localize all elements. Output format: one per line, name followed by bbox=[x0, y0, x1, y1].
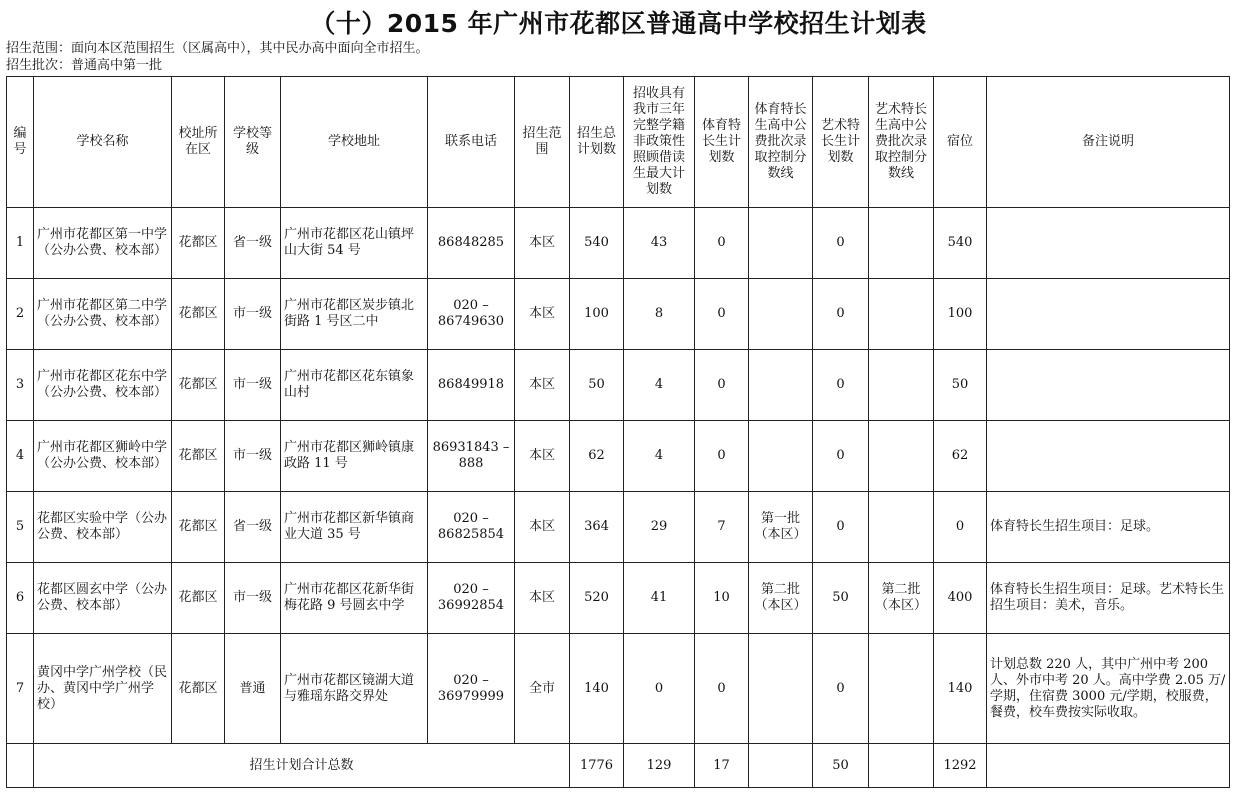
row-no: 7 bbox=[7, 634, 34, 744]
row-total-plan: 520 bbox=[570, 563, 624, 634]
row-school-name: 黄冈中学广州学校（民办、黄冈中学广州学校） bbox=[34, 634, 172, 744]
header-total-plan: 招生总计划数 bbox=[570, 77, 624, 208]
row-total-plan: 50 bbox=[570, 350, 624, 421]
row-scope: 全市 bbox=[515, 634, 570, 744]
row-address: 广州市花都区花新华街梅花路 9 号圆玄中学 bbox=[281, 563, 428, 634]
row-district: 花都区 bbox=[172, 634, 225, 744]
table-row bbox=[7, 563, 1230, 634]
header-school-name: 学校名称 bbox=[34, 77, 172, 208]
row-school-name: 花都区圆玄中学（公办公费、校本部） bbox=[34, 563, 172, 634]
row-school-name: 广州市花都区第一中学（公办公费、校本部） bbox=[34, 208, 172, 279]
row-address: 广州市花都区花山镇坪山大街 54 号 bbox=[281, 208, 428, 279]
row-total-plan: 140 bbox=[570, 634, 624, 744]
totals-sports-plan: 17 bbox=[695, 744, 749, 788]
row-total-plan: 540 bbox=[570, 208, 624, 279]
row-policy-plan: 4 bbox=[624, 421, 695, 492]
row-no: 3 bbox=[7, 350, 34, 421]
row-arts-plan: 0 bbox=[813, 421, 869, 492]
header-address: 学校地址 bbox=[281, 77, 428, 208]
row-dorm: 540 bbox=[934, 208, 987, 279]
row-sports-plan: 10 bbox=[695, 563, 749, 634]
row-no: 1 bbox=[7, 208, 34, 279]
row-phone: 020 – 86749630 bbox=[428, 279, 515, 350]
row-remarks bbox=[987, 208, 1230, 279]
row-address: 广州市花都区新华镇商业大道 35 号 bbox=[281, 492, 428, 563]
row-grade: 省一级 bbox=[225, 492, 281, 563]
row-school-name: 广州市花都区第二中学（公办公费、校本部） bbox=[34, 279, 172, 350]
row-remarks bbox=[987, 421, 1230, 492]
row-phone: 020 – 86825854 bbox=[428, 492, 515, 563]
row-total-plan: 364 bbox=[570, 492, 624, 563]
row-arts-score-line bbox=[869, 279, 934, 350]
row-policy-plan: 43 bbox=[624, 208, 695, 279]
header-phone: 联系电话 bbox=[428, 77, 515, 208]
header-district: 校址所在区 bbox=[172, 77, 225, 208]
row-scope: 本区 bbox=[515, 563, 570, 634]
row-arts-plan: 0 bbox=[813, 492, 869, 563]
row-scope: 本区 bbox=[515, 350, 570, 421]
table-header-row bbox=[7, 77, 1230, 208]
table-row bbox=[7, 492, 1230, 563]
row-policy-plan: 41 bbox=[624, 563, 695, 634]
row-district: 花都区 bbox=[172, 279, 225, 350]
row-arts-plan: 0 bbox=[813, 208, 869, 279]
row-school-name: 花都区实验中学（公办公费、校本部） bbox=[34, 492, 172, 563]
row-phone: 86848285 bbox=[428, 208, 515, 279]
row-sports-plan: 0 bbox=[695, 634, 749, 744]
row-sports-score-line: 第二批（本区） bbox=[749, 563, 813, 634]
row-sports-score-line bbox=[749, 634, 813, 744]
row-arts-score-line bbox=[869, 492, 934, 563]
header-grade: 学校等级 bbox=[225, 77, 281, 208]
row-total-plan: 100 bbox=[570, 279, 624, 350]
row-grade: 省一级 bbox=[225, 208, 281, 279]
row-sports-plan: 0 bbox=[695, 279, 749, 350]
row-no: 2 bbox=[7, 279, 34, 350]
row-policy-plan: 29 bbox=[624, 492, 695, 563]
row-sports-plan: 0 bbox=[695, 421, 749, 492]
row-address: 广州市花都区镜湖大道与雅瑶东路交界处 bbox=[281, 634, 428, 744]
totals-row bbox=[7, 744, 1230, 788]
row-scope: 本区 bbox=[515, 279, 570, 350]
table-row bbox=[7, 350, 1230, 421]
row-address: 广州市花都区狮岭镇康政路 11 号 bbox=[281, 421, 428, 492]
row-arts-plan: 50 bbox=[813, 563, 869, 634]
row-total-plan: 62 bbox=[570, 421, 624, 492]
totals-total-plan: 1776 bbox=[570, 744, 624, 788]
row-arts-score-line bbox=[869, 350, 934, 421]
totals-label: 招生计划合计总数 bbox=[34, 744, 570, 788]
header-scope: 招生范围 bbox=[515, 77, 570, 208]
header-no: 编号 bbox=[7, 77, 34, 208]
row-phone: 86931843 – 888 bbox=[428, 421, 515, 492]
row-no: 4 bbox=[7, 421, 34, 492]
totals-arts-plan: 50 bbox=[813, 744, 869, 788]
row-remarks bbox=[987, 350, 1230, 421]
header-arts-score-line: 艺术特长生高中公费批次录取控制分数线 bbox=[869, 77, 934, 208]
totals-blank-cell bbox=[7, 744, 34, 788]
totals-policy-plan: 129 bbox=[624, 744, 695, 788]
row-arts-score-line bbox=[869, 634, 934, 744]
row-sports-plan: 7 bbox=[695, 492, 749, 563]
header-dorm: 宿位 bbox=[934, 77, 987, 208]
row-remarks bbox=[987, 279, 1230, 350]
row-sports-score-line bbox=[749, 350, 813, 421]
page-title: （十）2015 年广州市花都区普通高中学校招生计划表 bbox=[310, 9, 927, 38]
row-district: 花都区 bbox=[172, 563, 225, 634]
row-arts-plan: 0 bbox=[813, 279, 869, 350]
header-policy-plan: 招收具有我市三年完整学籍非政策性照顾借读生最大计划数 bbox=[624, 77, 695, 208]
row-school-name: 广州市花都区狮岭中学（公办公费、校本部） bbox=[34, 421, 172, 492]
row-school-name: 广州市花都区花东中学（公办公费、校本部） bbox=[34, 350, 172, 421]
row-dorm: 140 bbox=[934, 634, 987, 744]
row-dorm: 0 bbox=[934, 492, 987, 563]
header-sports-plan: 体育特长生计划数 bbox=[695, 77, 749, 208]
row-policy-plan: 0 bbox=[624, 634, 695, 744]
row-address: 广州市花都区花东镇象山村 bbox=[281, 350, 428, 421]
row-policy-plan: 8 bbox=[624, 279, 695, 350]
row-dorm: 100 bbox=[934, 279, 987, 350]
row-phone: 86849918 bbox=[428, 350, 515, 421]
row-scope: 本区 bbox=[515, 421, 570, 492]
row-phone: 020 – 36979999 bbox=[428, 634, 515, 744]
enrollment-scope-note: 招生范围：面向本区范围招生（区属高中），其中民办高中面向全市招生。 bbox=[6, 41, 429, 56]
row-grade: 市一级 bbox=[225, 350, 281, 421]
row-phone: 020 – 36992854 bbox=[428, 563, 515, 634]
totals-remarks bbox=[987, 744, 1230, 788]
row-sports-plan: 0 bbox=[695, 350, 749, 421]
row-no: 6 bbox=[7, 563, 34, 634]
row-sports-score-line bbox=[749, 421, 813, 492]
row-district: 花都区 bbox=[172, 208, 225, 279]
row-sports-plan: 0 bbox=[695, 208, 749, 279]
row-address: 广州市花都区炭步镇北街路 1 号区二中 bbox=[281, 279, 428, 350]
table-row bbox=[7, 208, 1230, 279]
row-arts-score-line bbox=[869, 421, 934, 492]
table-row bbox=[7, 279, 1230, 350]
row-dorm: 62 bbox=[934, 421, 987, 492]
row-arts-score-line bbox=[869, 208, 934, 279]
row-remarks: 计划总数 220 人，其中广州中考 200 人、外市中考 20 人。高中学费 2.05 万/学期，住宿费 3000 元/学期，校服费，餐费，校车费按实际收取。 bbox=[987, 634, 1230, 744]
row-scope: 本区 bbox=[515, 208, 570, 279]
row-arts-plan: 0 bbox=[813, 634, 869, 744]
row-dorm: 50 bbox=[934, 350, 987, 421]
row-arts-score-line: 第二批（本区） bbox=[869, 563, 934, 634]
table-row bbox=[7, 634, 1230, 744]
row-grade: 市一级 bbox=[225, 563, 281, 634]
enrollment-batch-note: 招生批次：普通高中第一批 bbox=[6, 58, 163, 73]
row-scope: 本区 bbox=[515, 492, 570, 563]
row-sports-score-line bbox=[749, 279, 813, 350]
enrollment-plan-table bbox=[6, 76, 1230, 788]
header-arts-plan: 艺术特长生计划数 bbox=[813, 77, 869, 208]
row-district: 花都区 bbox=[172, 350, 225, 421]
row-grade: 市一级 bbox=[225, 421, 281, 492]
totals-sports-score-line bbox=[749, 744, 813, 788]
row-remarks: 体育特长生招生项目：足球。艺术特长生招生项目：美术，音乐。 bbox=[987, 563, 1230, 634]
totals-dorm: 1292 bbox=[934, 744, 987, 788]
row-dorm: 400 bbox=[934, 563, 987, 634]
table-row bbox=[7, 421, 1230, 492]
row-district: 花都区 bbox=[172, 492, 225, 563]
row-policy-plan: 4 bbox=[624, 350, 695, 421]
row-no: 5 bbox=[7, 492, 34, 563]
row-district: 花都区 bbox=[172, 421, 225, 492]
row-grade: 市一级 bbox=[225, 279, 281, 350]
header-sports-score-line: 体育特长生高中公费批次录取控制分数线 bbox=[749, 77, 813, 208]
row-sports-score-line: 第一批（本区） bbox=[749, 492, 813, 563]
row-grade: 普通 bbox=[225, 634, 281, 744]
row-arts-plan: 0 bbox=[813, 350, 869, 421]
header-remarks: 备注说明 bbox=[987, 77, 1230, 208]
row-sports-score-line bbox=[749, 208, 813, 279]
row-remarks: 体育特长生招生项目：足球。 bbox=[987, 492, 1230, 563]
totals-arts-score-line bbox=[869, 744, 934, 788]
